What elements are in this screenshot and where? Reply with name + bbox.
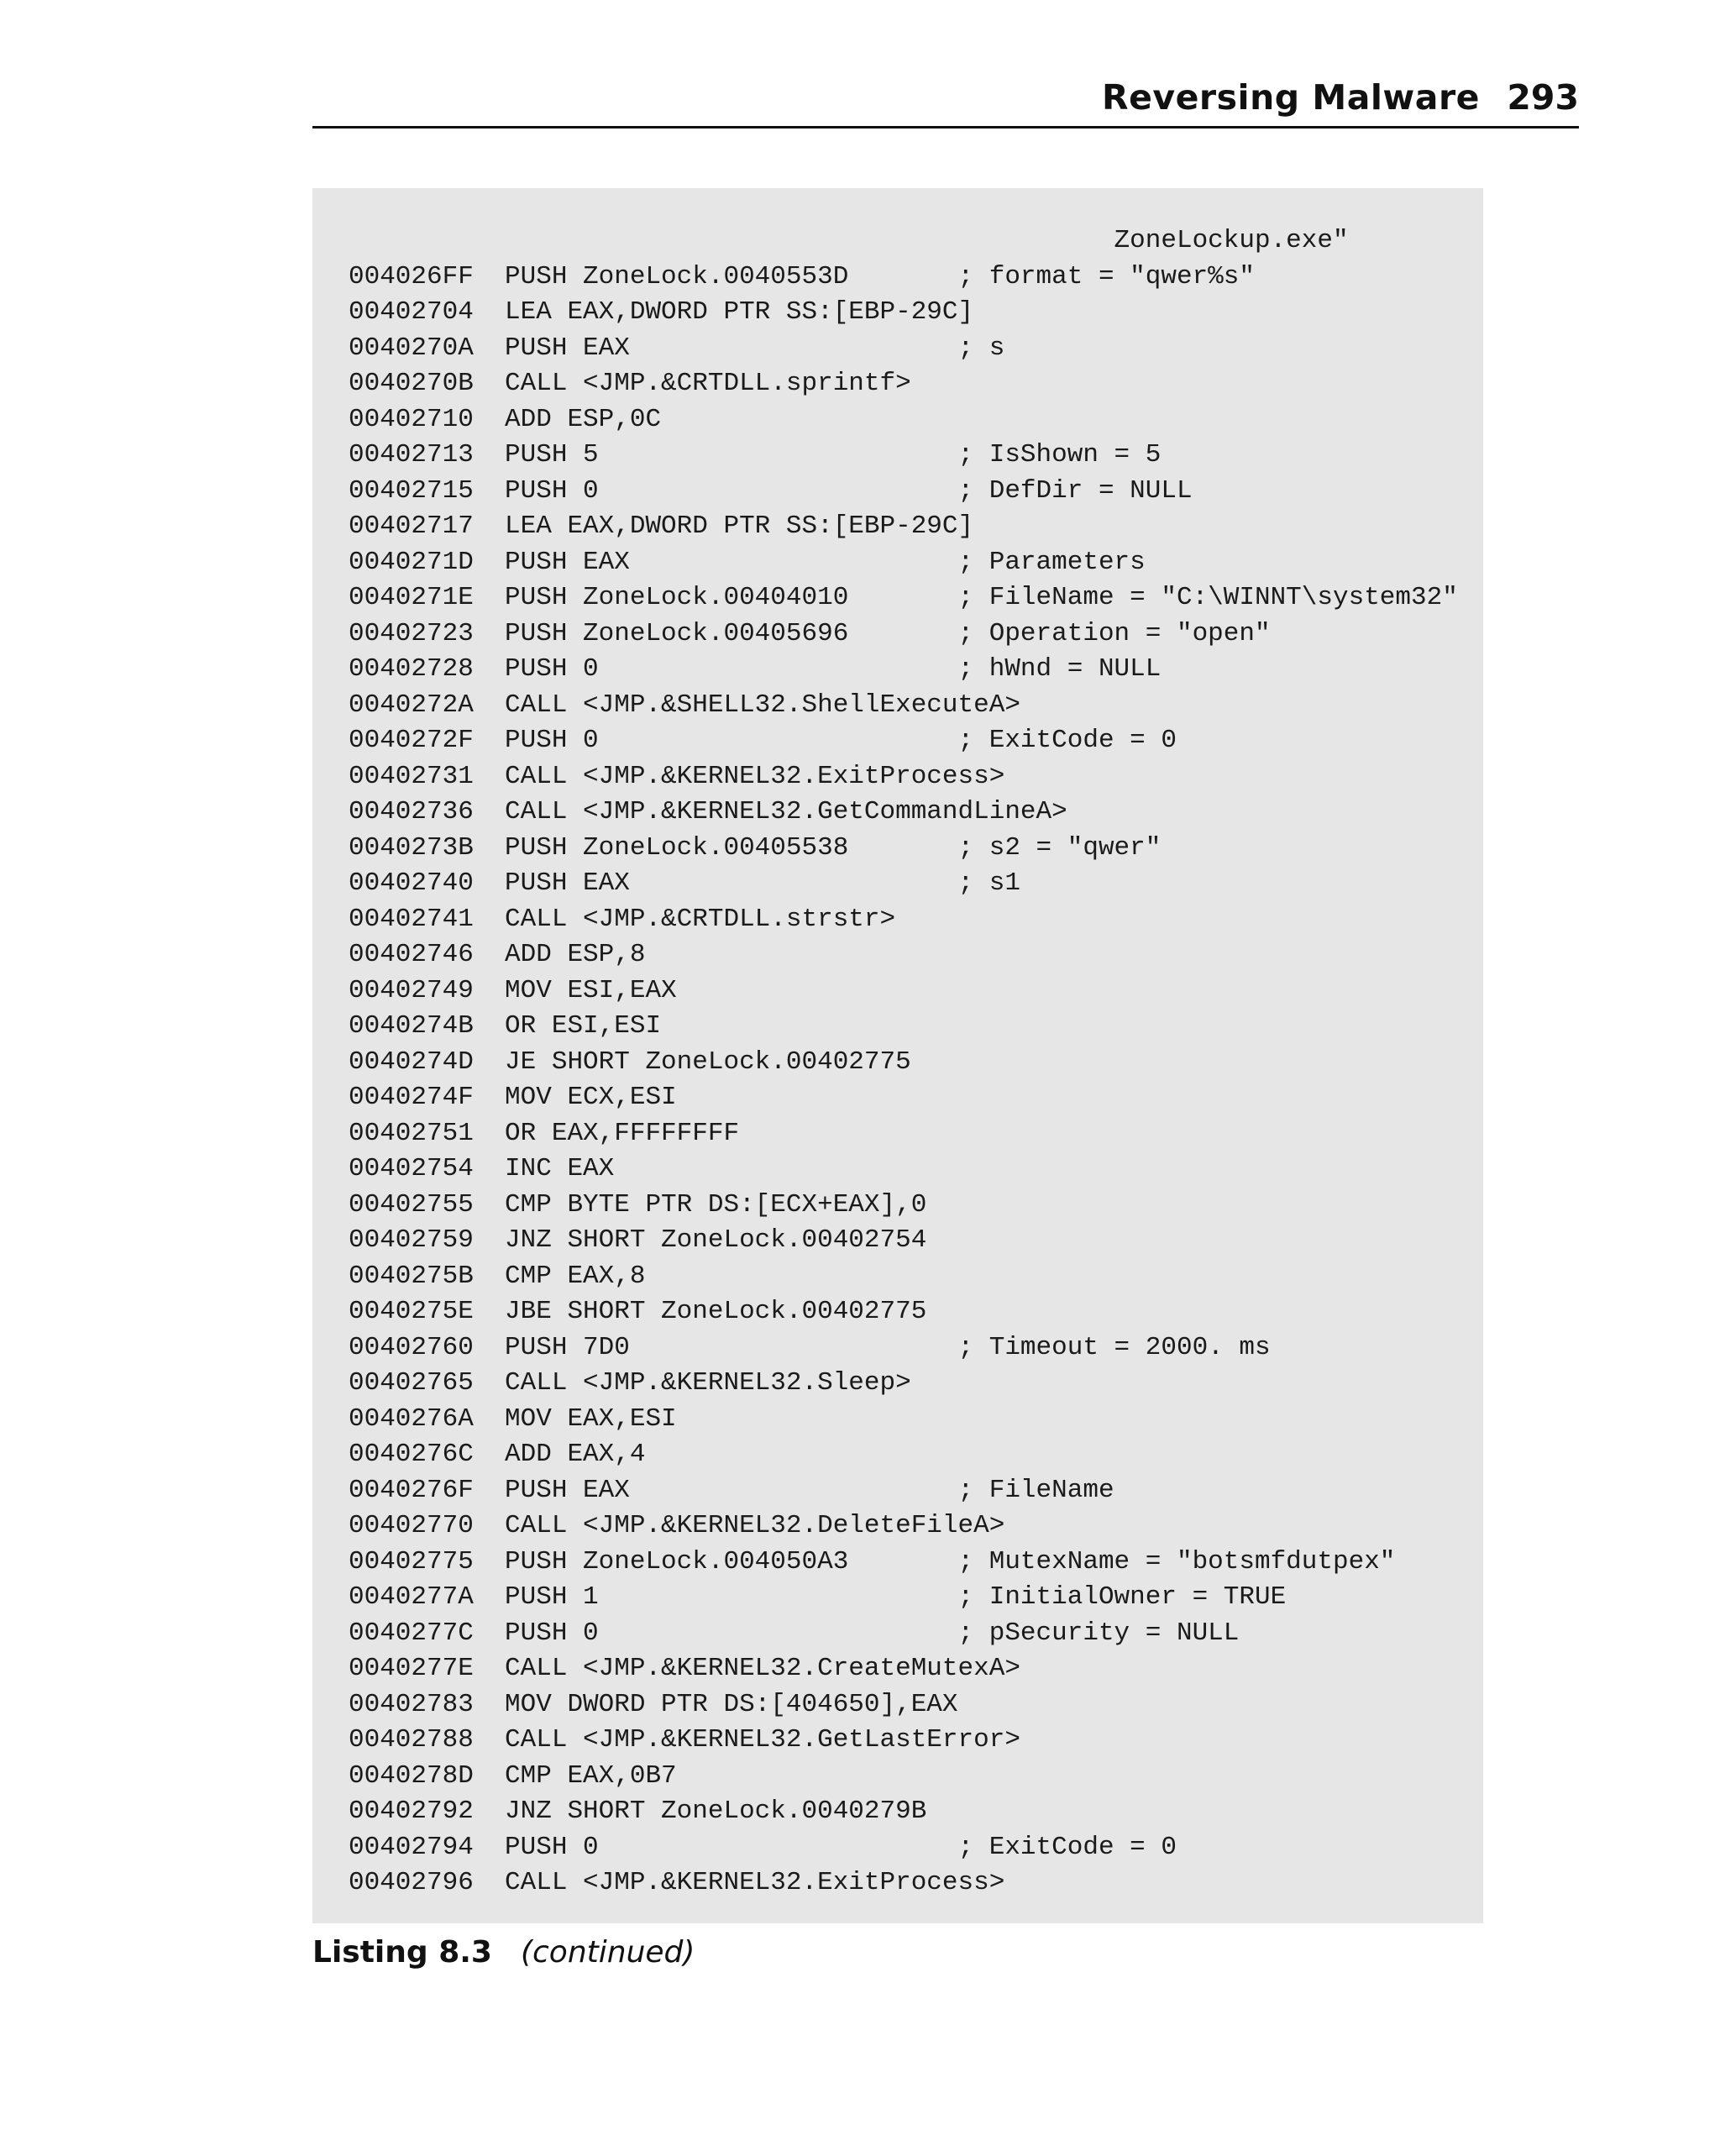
code-line: 0040270A PUSH EAX ; s xyxy=(349,333,1005,363)
code-line: 00402788 CALL <JMP.&KERNEL32.GetLastError> xyxy=(349,1725,1020,1755)
code-line: 00402759 JNZ SHORT ZoneLock.00402754 xyxy=(349,1225,927,1255)
code-line: 0040274B OR ESI,ESI xyxy=(349,1011,662,1041)
code-line: 0040274F MOV ECX,ESI xyxy=(349,1083,677,1112)
code-line: 00402736 CALL <JMP.&KERNEL32.GetCommandLineA> xyxy=(349,797,1067,826)
listing-caption xyxy=(312,1937,695,1968)
code-line: 00402715 PUSH 0 ; DefDir = NULL xyxy=(349,475,1193,506)
running-head-title: Reversing Malware xyxy=(1102,77,1480,118)
code-line: 00402728 PUSH 0 ; hWnd = NULL xyxy=(349,654,1162,684)
code-line: 0040271D PUSH EAX ; Parameters xyxy=(349,547,1146,577)
code-line: 0040277A PUSH 1 ; InitialOwner = TRUE xyxy=(349,1582,1287,1612)
code-line: 00402755 CMP BYTE PTR DS:[ECX+EAX],0 xyxy=(349,1189,927,1220)
listing-note: (continued) xyxy=(520,1935,695,1970)
code-line: 00402754 INC EAX xyxy=(349,1154,615,1183)
listing-label: Listing 8.3 xyxy=(312,1935,492,1970)
code-line: 0040277C PUSH 0 ; pSecurity = NULL xyxy=(349,1618,1240,1648)
page-header xyxy=(312,72,1579,129)
code-line: 00402796 CALL <JMP.&KERNEL32.ExitProcess> xyxy=(349,1868,1005,1897)
code-line: 00402770 CALL <JMP.&KERNEL32.DeleteFileA> xyxy=(349,1511,1005,1540)
code-line: 0040274D JE SHORT ZoneLock.00402775 xyxy=(349,1047,911,1077)
code-line: 00402704 LEA EAX,DWORD PTR SS:[EBP-29C] xyxy=(349,297,974,327)
code-line: 00402792 JNZ SHORT ZoneLock.0040279B xyxy=(349,1797,927,1826)
code-line: 0040275E JBE SHORT ZoneLock.00402775 xyxy=(349,1297,927,1326)
code-line: 00402749 MOV ESI,EAX xyxy=(349,975,677,1005)
code-line: ZoneLockup.exe" xyxy=(349,226,1349,255)
code-line: 00402783 MOV DWORD PTR DS:[404650],EAX xyxy=(349,1689,958,1719)
code-line: 0040278D CMP EAX,0B7 xyxy=(349,1760,677,1791)
code-line: 00402717 LEA EAX,DWORD PTR SS:[EBP-29C] xyxy=(349,511,974,541)
code-line: 00402723 PUSH ZoneLock.00405696 ; Operation = "open" xyxy=(349,618,1271,648)
code-line: 00402760 PUSH 7D0 ; Timeout = 2000. ms xyxy=(349,1332,1271,1362)
code-line: 00402746 ADD ESP,8 xyxy=(349,940,646,969)
code-line: 00402751 OR EAX,FFFFFFFF xyxy=(349,1118,740,1148)
page-number: 293 xyxy=(1507,77,1579,118)
code-line: 004026FF PUSH ZoneLock.0040553D ; format = "qwer%s" xyxy=(349,261,1255,291)
code-line: 0040272A CALL <JMP.&SHELL32.ShellExecuteA> xyxy=(349,690,1020,720)
code-line: 0040277E CALL <JMP.&KERNEL32.CreateMutexA> xyxy=(349,1654,1020,1683)
code-line: 00402740 PUSH EAX ; s1 xyxy=(349,868,1020,898)
code-line: 0040276F PUSH EAX ; FileName xyxy=(349,1475,1114,1505)
code-line: 0040276C ADD EAX,4 xyxy=(349,1440,646,1469)
code-listing xyxy=(349,223,1458,1902)
code-line: 0040276A MOV EAX,ESI xyxy=(349,1403,677,1434)
code-line: 00402731 CALL <JMP.&KERNEL32.ExitProcess> xyxy=(349,761,1005,791)
code-line: 0040272F PUSH 0 ; ExitCode = 0 xyxy=(349,726,1177,755)
code-line: 0040270B CALL <JMP.&CRTDLL.sprintf> xyxy=(349,369,911,398)
code-line: 00402775 PUSH ZoneLock.004050A3 ; MutexName = "botsmfdutpex" xyxy=(349,1546,1396,1576)
code-line: 00402765 CALL <JMP.&KERNEL32.Sleep> xyxy=(349,1368,911,1398)
code-line: 00402741 CALL <JMP.&CRTDLL.strstr> xyxy=(349,904,896,934)
code-line: 00402710 ADD ESP,0C xyxy=(349,404,662,434)
code-line: 0040271E PUSH ZoneLock.00404010 ; FileName = "C:\WINNT\system32" xyxy=(349,583,1458,612)
code-line: 00402713 PUSH 5 ; IsShown = 5 xyxy=(349,440,1162,469)
code-line: 0040275B CMP EAX,8 xyxy=(349,1261,646,1291)
code-line: 00402794 PUSH 0 ; ExitCode = 0 xyxy=(349,1832,1177,1862)
code-line: 0040273B PUSH ZoneLock.00405538 ; s2 = "qwer" xyxy=(349,832,1162,863)
